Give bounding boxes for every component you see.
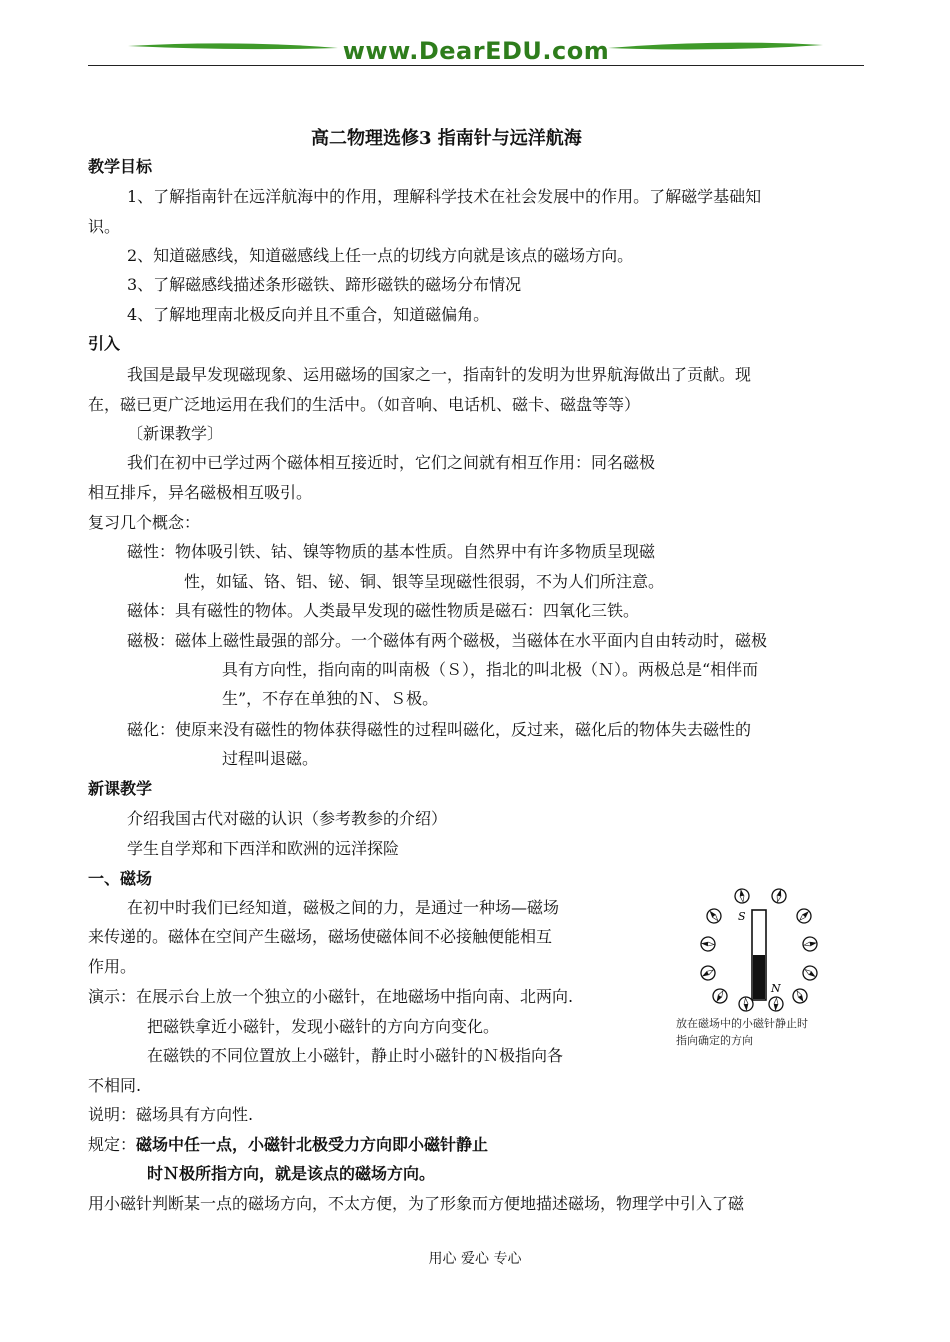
text-line: 我国是最早发现磁现象、运用磁场的国家之一，指南针的发明为世界航海做出了贡献。现 [127,365,752,384]
text-line: 在，磁已更广泛地运用在我们的生活中。（如音响、电话机、磁卡、磁盘等等） [88,395,641,414]
compass-needle-icon [768,996,783,1011]
north-half [753,955,765,999]
text-line: 复习几个概念： [88,513,201,532]
pole-n-label: N [771,982,781,995]
magnet-compass-figure [676,886,852,1056]
text-line: 磁体：具有磁性的物体。人类最早发现的磁性物质是磁石：四氧化三铁。 [127,601,640,620]
text-line: 具有方向性，指向南的叫南极（Ｓ），指北的叫北极（Ｎ）。两极总是“相伴而 [222,660,759,679]
rule-text: 磁场中任一点，小磁针北极受力方向即小磁针静止 [136,1135,489,1154]
section-heading: 引入 [88,334,121,353]
section-heading: 新课教学 [88,779,153,798]
text-line: 1、了解指南针在远洋航海中的作用，理解科学技术在社会发展中的作用。了解磁学基础知 [127,187,762,206]
compass-needle-icon [802,936,818,952]
text-line: 来传递的。磁体在空间产生磁场，磁场使磁体间不必接触便能相互 [88,927,553,946]
text-line: 我们在初中已学过两个磁体相互接近时，它们之间就有相互作用：同名磁极 [127,453,656,472]
site-url: www.DearEDU.com [342,37,610,65]
text-line: 把磁铁拿近小磁针，发现小磁针的方向方向变化。 [147,1017,500,1036]
text-line: 说明：磁场具有方向性. [88,1105,254,1124]
compass-needle-icon [794,906,814,926]
text-line: 生”，不存在单独的Ｎ、Ｓ极。 [222,689,439,708]
text-line: 在初中时我们已经知道，磁极之间的力，是通过一种场—磁场 [127,898,560,917]
page-title: 高二物理选修3 指南针与远洋航海 [311,128,582,149]
section-heading: 教学目标 [88,157,153,176]
text-line: 4、了解地理南北极反向并且不重合，知道磁偏角。 [127,305,490,324]
compass-needle-icon [738,996,753,1011]
compass-needle-icon [700,936,715,951]
text-line: 过程叫退磁。 [222,749,319,768]
rule-text-continued: 时Ｎ极所指方向，就是该点的磁场方向。 [147,1164,436,1183]
text-line: 不相同. [88,1076,142,1095]
text-line: 〔新课教学〕 [127,424,224,443]
text-line: 识。 [88,217,121,236]
header-rule [88,65,864,66]
compass-needle-icon [770,887,787,904]
text-line: 用小磁针判断某一点的磁场方向，不太方便，为了形象而方便地描述磁场，物理学中引入了磁 [88,1194,745,1213]
text-line: 性，如锰、铬、铝、铋、铜、银等呈现磁性很弱，不为人们所注意。 [184,572,665,591]
compass-needle-icon [698,963,717,982]
text-line: 在磁铁的不同位置放上小磁针，静止时小磁针的Ｎ极指向各 [147,1046,564,1065]
text-line: 作用。 [88,957,137,976]
figure-caption: 指向确定的方向 [676,1034,753,1047]
rule-line [88,1134,488,1156]
figure-caption: 放在磁场中的小磁针静止时 [676,1017,808,1030]
compass-needle-icon [710,986,729,1005]
text-line: 磁化：使原来没有磁性的物体获得磁性的过程叫磁化，反过来，磁化后的物体失去磁性的 [127,720,752,739]
compass-needle-icon [704,906,724,926]
pole-s-label: S [738,910,746,923]
compass-needle-icon [734,888,750,904]
text-line: 学生自学郑和下西洋和欧洲的远洋探险 [127,839,400,858]
magnet-diagram [676,886,852,1014]
section-heading: 一、磁场 [88,869,153,888]
rule-label: 规定： [88,1135,137,1154]
text-line: 演示：在展示台上放一个独立的小磁针，在地磁场中指向南、北两向. [88,987,574,1006]
compass-needle-icon [800,963,819,982]
text-line: 磁性：物体吸引铁、钴、镍等物质的基本性质。自然界中有许多物质呈现磁 [127,542,656,561]
site-banner [88,34,864,68]
page-footer: 用心 爱心 专心 [428,1251,522,1267]
text-line: 3、了解磁感线描述条形磁铁、蹄形磁铁的磁场分布情况 [127,275,522,294]
text-line: 相互排斥，异名磁极相互吸引。 [88,483,313,502]
text-line: 磁极：磁体上磁性最强的部分。一个磁体有两个磁极，当磁体在水平面内自由转动时，磁极 [127,631,768,650]
text-line: 介绍我国古代对磁的认识（参考教参的介绍） [127,809,448,828]
compass-needle-icon [790,986,809,1005]
text-line: 2、知道磁感线，知道磁感线上任一点的切线方向就是该点的磁场方向。 [127,246,634,265]
